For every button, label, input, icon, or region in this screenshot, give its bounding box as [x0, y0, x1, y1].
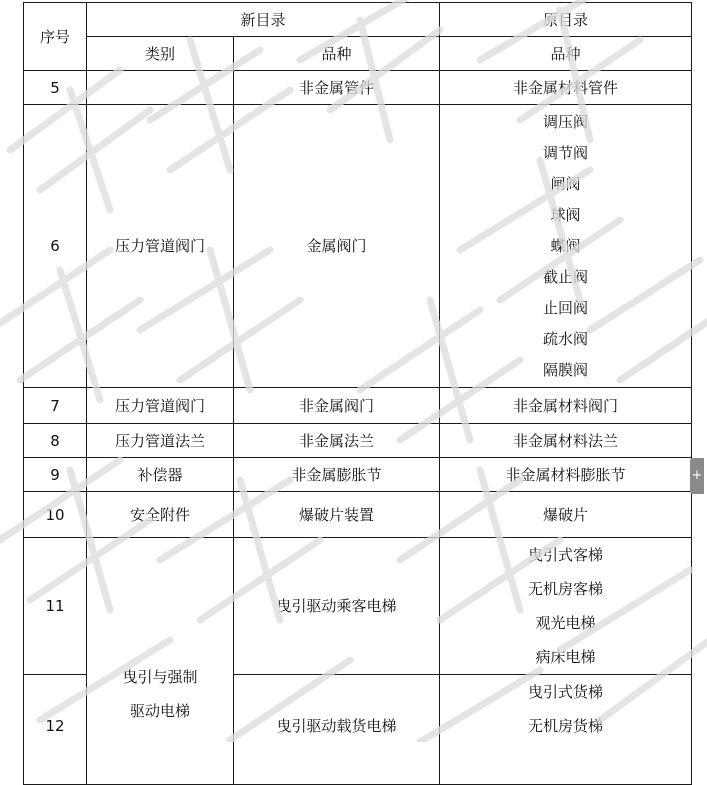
list-item: 蝶阀 — [550, 236, 581, 255]
category-line: 曳引与强制 — [122, 668, 198, 686]
list-item: 曳引式客梯 — [528, 546, 604, 564]
new-variety-cell: 非金属管件 — [234, 71, 440, 105]
new-variety-cell: 非金属膨胀节 — [234, 458, 440, 492]
new-variety-cell: 非金属阀门 — [234, 388, 440, 424]
new-catalog-header: 新目录 — [87, 3, 440, 37]
category-cell — [87, 538, 234, 785]
category-line: 驱动电梯 — [129, 702, 190, 720]
list-item: 闸阀 — [550, 174, 581, 193]
list-item: 疏水阀 — [543, 329, 589, 348]
category-cell: 压力管道阀门 — [87, 388, 234, 424]
list-item: 病床电梯 — [535, 648, 596, 666]
new-variety-cell: 爆破片装置 — [234, 492, 440, 538]
seq-cell: 6 — [24, 105, 87, 388]
table-row — [24, 105, 692, 388]
expand-handle-icon[interactable]: + — [690, 458, 704, 494]
old-variety-cell: 非金属材料管件 — [440, 71, 692, 105]
old-variety-list — [440, 538, 691, 674]
list-item: 隔膜阀 — [543, 360, 589, 379]
seq-cell: 9 — [24, 458, 87, 492]
seq-cell: 8 — [24, 424, 87, 458]
list-item: 止回阀 — [543, 298, 589, 317]
old-catalog-header: 原目录 — [440, 3, 692, 37]
table-row — [24, 458, 692, 492]
old-variety-cell: 非金属材料膨胀节 — [440, 458, 692, 492]
old-variety-cell: 爆破片 — [440, 492, 692, 538]
new-variety-header: 品种 — [234, 37, 440, 71]
old-variety-list — [440, 675, 691, 743]
old-variety-cell — [440, 675, 692, 785]
old-variety-cell — [440, 538, 692, 675]
old-variety-cell: 非金属材料阀门 — [440, 388, 692, 424]
list-item: 观光电梯 — [535, 614, 596, 632]
list-item: 球阀 — [550, 205, 581, 224]
old-variety-header: 品种 — [440, 37, 692, 71]
table-row — [24, 388, 692, 424]
table-row — [24, 538, 692, 675]
category-cell — [87, 71, 234, 105]
category-cell: 压力管道阀门 — [87, 105, 234, 388]
header-row-2 — [24, 37, 692, 71]
old-variety-list — [440, 107, 691, 386]
seq-cell: 11 — [24, 538, 87, 675]
seq-header: 序号 — [24, 3, 87, 71]
table-row — [24, 492, 692, 538]
header-row-1 — [24, 3, 692, 37]
old-variety-cell — [440, 105, 692, 388]
category-cell: 压力管道法兰 — [87, 424, 234, 458]
elevator-category — [87, 660, 233, 728]
seq-cell: 7 — [24, 388, 87, 424]
list-item: 调节阀 — [543, 143, 589, 162]
category-header: 类别 — [87, 37, 234, 71]
old-variety-cell: 非金属材料法兰 — [440, 424, 692, 458]
new-variety-cell: 曳引驱动载货电梯 — [234, 675, 440, 785]
table-row — [24, 71, 692, 105]
new-variety-cell: 金属阀门 — [234, 105, 440, 388]
list-item: 曳引式货梯 — [528, 683, 604, 701]
list-item: 调压阀 — [543, 112, 589, 131]
new-variety-cell: 曳引驱动乘客电梯 — [234, 538, 440, 675]
list-item: 无机房客梯 — [528, 580, 604, 598]
seq-cell: 5 — [24, 71, 87, 105]
table-row — [24, 424, 692, 458]
category-cell: 补偿器 — [87, 458, 234, 492]
seq-cell: 10 — [24, 492, 87, 538]
new-variety-cell: 非金属法兰 — [234, 424, 440, 458]
category-cell: 安全附件 — [87, 492, 234, 538]
catalog-table — [23, 2, 692, 785]
list-item: 无机房货梯 — [528, 717, 604, 735]
seq-cell: 12 — [24, 675, 87, 785]
list-item: 截止阀 — [543, 267, 589, 286]
